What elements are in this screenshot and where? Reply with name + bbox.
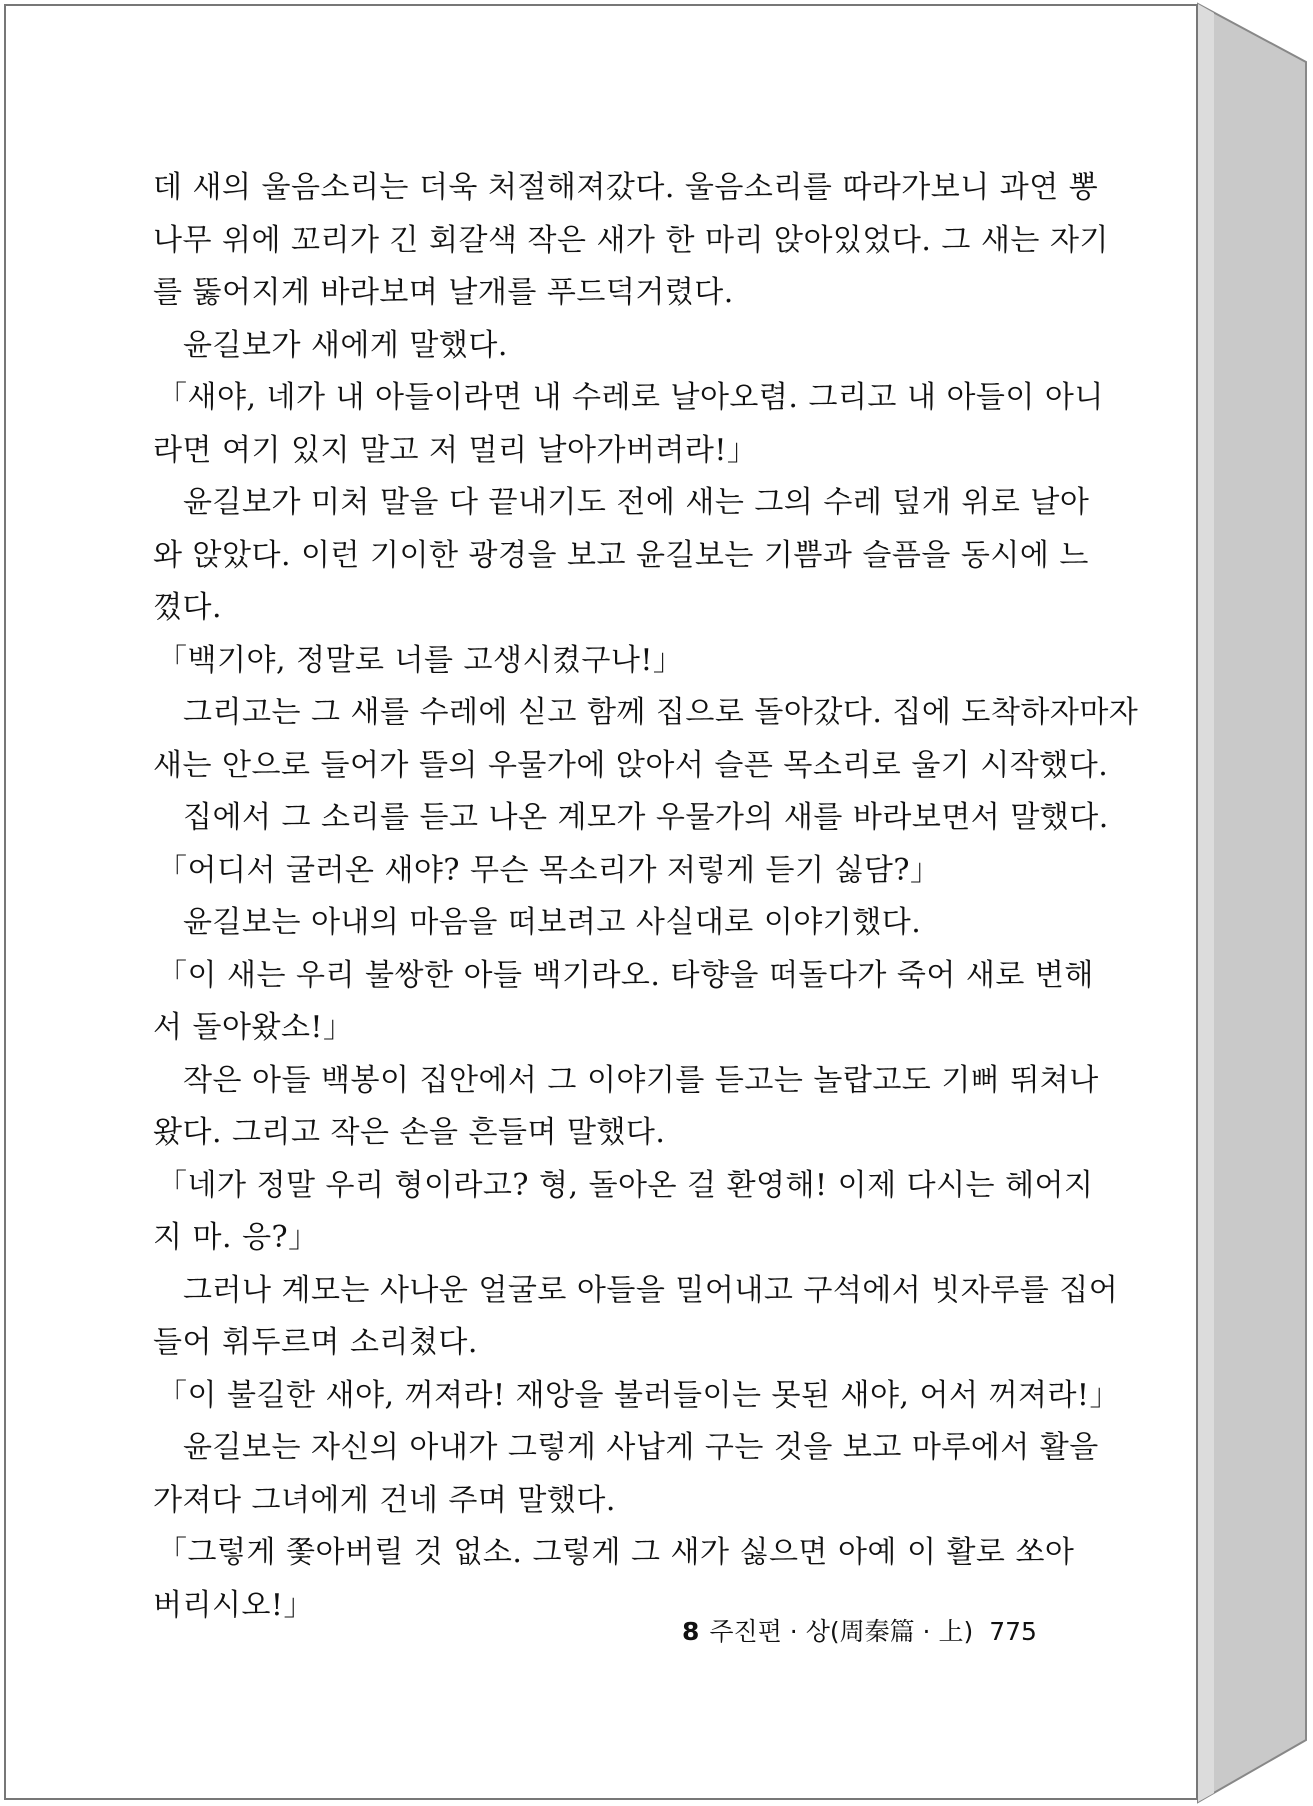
text-line: 「이 불길한 새야, 꺼져라! 재앙을 불러들이는 못된 새야, 어서 꺼져라!」	[157, 1377, 1120, 1413]
body-text	[153, 162, 1139, 1632]
paragraph	[153, 477, 1090, 635]
text-line: 「새야, 네가 내 아들이라면 내 수레로 날아오렴. 그리고 내 아들이 아니	[157, 380, 1104, 415]
text-line: 「그렇게 쫓아버릴 것 없소. 그렇게 그 새가 싫으면 아예 이 활로 쏘아	[157, 1535, 1075, 1570]
text-line: 왔다. 그리고 작은 손을 흔들며 말했다.	[153, 1115, 666, 1150]
text-line: 데 새의 울음소리는 더욱 처절해져갔다. 울음소리를 따라가보니 과연 뽕	[153, 170, 1099, 205]
text-line: 라면 여기 있지 말고 저 멀리 날아가버려라!」	[153, 432, 758, 468]
text-line: 작은 아들 백봉이 집안에서 그 이야기를 듣고는 놀랍고도 기뻐 뛰쳐나	[183, 1062, 1099, 1098]
text-line: 윤길보가 미처 말을 다 끝내기도 전에 새는 그의 수레 덮개 위로 날아	[183, 485, 1090, 520]
paragraph	[153, 635, 1047, 688]
text-line: 버리시오!」	[153, 1587, 314, 1623]
text-line: 「네가 정말 우리 형이라고? 형, 돌아온 걸 환영해! 이제 다시는 헤어지	[157, 1167, 1094, 1203]
paragraph	[153, 1265, 1119, 1370]
text-line: 들어 휘두르며 소리쳤다.	[153, 1325, 478, 1360]
text-line: 윤길보는 자신의 아내가 그렇게 사납게 구는 것을 보고 마루에서 활을	[183, 1430, 1099, 1465]
paragraph	[153, 372, 1104, 477]
text-line: 를 뚫어지게 바라보며 날개를 푸드덕거렸다.	[153, 275, 734, 310]
text-line: 「어디서 굴러온 새야? 무슨 목소리가 저렇게 듣기 싫담?」	[157, 852, 941, 888]
text-line: 그러나 계모는 사나운 얼굴로 아들을 밀어내고 구석에서 빗자루를 집어	[183, 1272, 1119, 1308]
section-title: 주진편 · 상(周秦篇 · 上)	[709, 1617, 974, 1646]
paragraph	[153, 897, 1047, 950]
paragraph	[153, 320, 1047, 373]
text-line: 와 앉았다. 이런 기이한 광경을 보고 윤길보는 기쁨과 슬픔을 동시에 느	[153, 537, 1089, 573]
page-footer	[682, 1612, 1037, 1648]
paragraph	[153, 845, 1047, 898]
paragraph	[153, 1422, 1099, 1527]
chapter-number: 8	[682, 1617, 700, 1646]
paragraph	[153, 162, 1109, 320]
page-number: 775	[989, 1617, 1037, 1646]
paragraph	[153, 687, 1139, 792]
text-line: 「이 새는 우리 불쌍한 아들 백기라오. 타향을 떠돌다가 죽어 새로 변해	[157, 957, 1094, 993]
paragraph	[153, 1160, 1094, 1265]
text-line: 「백기야, 정말로 너를 고생시켰구나!」	[157, 642, 684, 678]
text-line: 그리고는 그 새를 수레에 싣고 함께 집으로 돌아갔다. 집에 도착하자마자	[183, 695, 1139, 730]
text-line: 윤길보는 아내의 마음을 떠보려고 사실대로 이야기했다.	[183, 905, 922, 940]
paragraph	[153, 1055, 1099, 1160]
text-line: 나무 위에 꼬리가 긴 회갈색 작은 새가 한 마리 앉아있었다. 그 새는 자기	[153, 222, 1109, 258]
text-line: 지 마. 응?」	[153, 1220, 319, 1255]
paragraph	[153, 792, 1109, 845]
text-line: 꼈다.	[153, 590, 222, 625]
text-line: 서 돌아왔소!」	[153, 1010, 354, 1045]
paragraph	[153, 950, 1094, 1055]
text-line: 윤길보가 새에게 말했다.	[183, 327, 508, 363]
text-line: 새는 안으로 들어가 뜰의 우물가에 앉아서 슬픈 목소리로 울기 시작했다.	[153, 747, 1109, 783]
paragraph	[153, 1370, 1120, 1423]
text-line: 가져다 그녀에게 건네 주며 말했다.	[153, 1482, 616, 1518]
text-line: 집에서 그 소리를 듣고 나온 계모가 우물가의 새를 바라보면서 말했다.	[183, 800, 1109, 835]
